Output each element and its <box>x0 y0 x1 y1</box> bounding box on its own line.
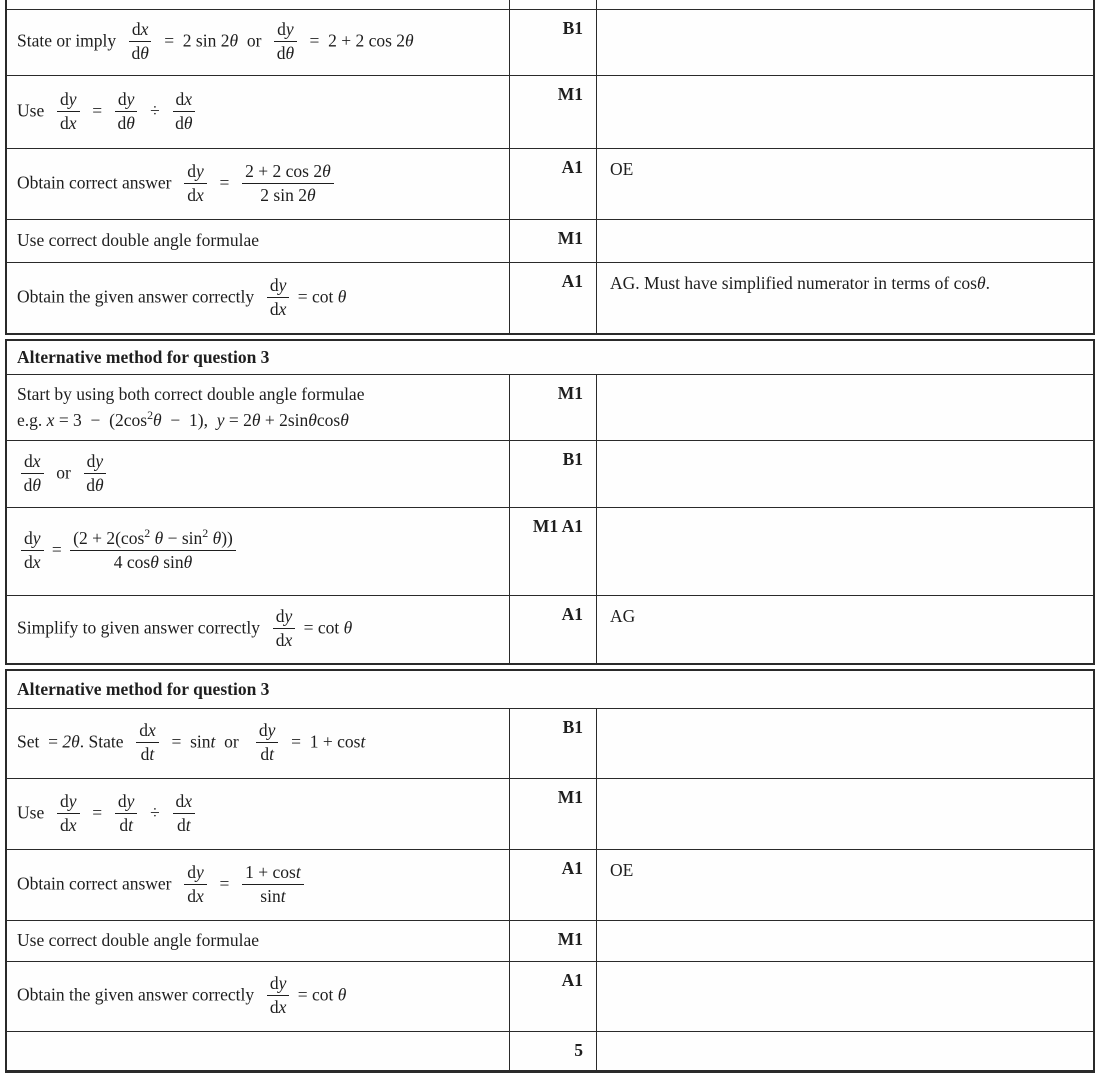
fraction: $\frac{(2 + 2(\cos^2 \theta - \sin^2 \theta))}{\text{4 cosθ sinθ}}$ <box>70 529 236 572</box>
comment-cell <box>596 149 1093 219</box>
description-text: Use $\frac{dy}{dx}$ = $\frac{dy}{dt}$ ÷ $\frac{dx}{dt}$ <box>17 793 199 836</box>
fraction: $\frac{dy}{d\theta}$ <box>274 20 297 63</box>
fraction: $\frac{dy}{dx}$ <box>57 792 80 835</box>
comment-cell <box>596 779 1093 849</box>
total-row <box>7 1031 1093 1070</box>
description-text: Start by using both correct double angle formulae e.g. $x = 3 - (2\cos^2\theta - 1)$, y = 2θ + 2sinθcosθ <box>17 384 365 430</box>
comment-cell <box>596 76 1093 148</box>
mark-cell <box>509 850 596 920</box>
comment-cell <box>596 0 1093 9</box>
mark-label: A1 <box>561 858 583 878</box>
comment-cell <box>596 508 1093 595</box>
fraction: $\frac{dx}{d\theta}$ <box>129 20 152 63</box>
mark-cell <box>509 596 596 663</box>
mark-label: M1 <box>557 383 583 403</box>
mark-label: A1 <box>561 970 583 990</box>
section-header-row <box>7 671 1093 708</box>
mark-cell <box>509 263 596 333</box>
comment-cell <box>596 921 1093 961</box>
description-text: Use correct double angle formulae <box>17 930 259 951</box>
comment-cell <box>596 220 1093 262</box>
table-row <box>7 961 1093 1031</box>
description-text: Obtain correct answer $\frac{dy}{dx}$ = $\frac{1 + \cos t}{\sin t}$ <box>17 864 308 907</box>
description-cell <box>7 76 509 148</box>
comment-cell <box>596 596 1093 663</box>
mark-cell <box>509 220 596 262</box>
mark-cell <box>509 0 596 9</box>
mark-label: M1 <box>557 228 583 248</box>
table-section <box>5 0 1095 335</box>
description-text: $\frac{dx}{d\theta}$ or $\frac{dy}{d\theta}$ <box>17 453 110 496</box>
table-row <box>7 219 1093 262</box>
description-text: $\frac{dy}{dx}$ = $\frac{(2 + 2(\cos^2 \theta - \sin^2 \theta))}{\text{4 cosθ sinθ}}$ <box>17 530 240 573</box>
table-row <box>7 374 1093 440</box>
fraction: $\frac{dy}{dx}$ <box>273 607 296 650</box>
mark-cell <box>509 10 596 75</box>
comment-cell <box>596 441 1093 507</box>
fraction: $\frac{dx}{dt}$ <box>173 792 196 835</box>
mark-cell <box>509 779 596 849</box>
section-header-row <box>7 341 1093 374</box>
table-row <box>7 849 1093 920</box>
fraction: $\frac{dy}{dx}$ <box>267 974 290 1017</box>
table-row-partial <box>7 0 1093 9</box>
fraction: $\frac{dy}{dx}$ <box>267 276 290 319</box>
fraction: $\frac{dy}{dx}$ <box>184 863 207 906</box>
table-row <box>7 262 1093 333</box>
description-cell <box>7 10 509 75</box>
description-text: Set = 2θ. State $\frac{dx}{dt}$ = sint or $\frac{dy}{dt}$ = 1 + cost <box>17 720 366 764</box>
description-cell <box>7 375 509 440</box>
mark-label: B1 <box>562 18 583 38</box>
comment-cell <box>596 1032 1093 1070</box>
comment-cell <box>596 10 1093 75</box>
table-row <box>7 507 1093 595</box>
table-row <box>7 595 1093 663</box>
mark-scheme-table <box>5 0 1095 1077</box>
mark-label: B1 <box>562 717 583 737</box>
description-cell <box>7 1032 509 1070</box>
comment-text: OE <box>610 860 634 880</box>
fraction: $\frac{dx}{d\theta}$ <box>21 452 44 495</box>
fraction: $\frac{dx}{d\theta}$ <box>173 90 196 133</box>
mark-label: M1 A1 <box>532 516 583 536</box>
description-text: Use correct double angle formulae <box>17 230 259 251</box>
fraction: $\frac{dy}{dx}$ <box>21 529 44 572</box>
section-header-label: Alternative method for question 3 <box>17 679 270 699</box>
mark-cell <box>509 375 596 440</box>
description-cell <box>7 709 509 778</box>
description-cell <box>7 596 509 663</box>
comment-cell <box>596 709 1093 778</box>
mark-label: M1 <box>557 787 583 807</box>
mark-label: M1 <box>557 929 583 949</box>
description-cell <box>7 921 509 961</box>
mark-cell <box>509 962 596 1031</box>
mark-label: M1 <box>557 84 583 104</box>
mark-label: A1 <box>561 157 583 177</box>
mark-cell <box>509 508 596 595</box>
description-text: Simplify to given answer correctly $\frac{dy}{dx}$ = cot θ <box>17 606 353 650</box>
fraction: $\frac{dy}{dx}$ <box>57 90 80 133</box>
table-row <box>7 440 1093 507</box>
table-row <box>7 708 1093 778</box>
table-row <box>7 75 1093 148</box>
description-cell <box>7 0 509 9</box>
description-cell <box>7 441 509 507</box>
description-text: Obtain the given answer correctly $\frac{dy}{dx}$ = cot θ <box>17 274 347 319</box>
description-cell <box>7 508 509 595</box>
fraction: $\frac{1 + \cos t}{\sin t}$ <box>242 863 304 906</box>
fraction: $\frac{dx}{dt}$ <box>136 721 159 764</box>
fraction: $\frac{dy}{dx}$ <box>184 162 207 205</box>
description-cell <box>7 263 509 333</box>
mark-cell <box>509 921 596 961</box>
mark-cell <box>509 441 596 507</box>
description-cell <box>7 850 509 920</box>
table-row <box>7 148 1093 219</box>
description-cell <box>7 220 509 262</box>
total-mark-label: 5 <box>574 1040 583 1060</box>
mark-label: A1 <box>561 271 583 291</box>
description-text: Obtain correct answer $\frac{dy}{dx}$ = $\frac{2 + 2 \cos 2\theta}{2 \sin 2\theta}$ <box>17 163 338 206</box>
table-row <box>7 920 1093 961</box>
description-cell <box>7 779 509 849</box>
table-section <box>5 669 1095 1073</box>
mark-label: A1 <box>561 604 583 624</box>
fraction: $\frac{dy}{dt}$ <box>115 792 138 835</box>
description-text: Obtain the given answer correctly $\frac{dy}{dx}$ = cot θ <box>17 973 347 1017</box>
comment-text: AG. Must have simplified numerator in terms of cosθ. <box>610 273 990 293</box>
table-row <box>7 9 1093 75</box>
mark-cell <box>509 709 596 778</box>
fraction: $\frac{dy}{d\theta}$ <box>84 452 107 495</box>
table-row <box>7 778 1093 849</box>
comment-text: AG <box>610 606 636 626</box>
description-text: Use $\frac{dy}{dx}$ = $\frac{dy}{d\theta}$ ÷ $\frac{dx}{d\theta}$ <box>17 91 199 134</box>
description-text: State or imply $\frac{dx}{d\theta}$ = 2 sin 2θ or $\frac{dy}{d\theta}$ = 2 + 2 cos 2θ <box>17 19 414 63</box>
comment-text: OE <box>610 159 634 179</box>
mark-cell <box>509 1032 596 1070</box>
table-section <box>5 339 1095 665</box>
comment-cell <box>596 962 1093 1031</box>
description-cell <box>7 149 509 219</box>
description-cell <box>7 962 509 1031</box>
section-header-label: Alternative method for question 3 <box>17 347 270 367</box>
comment-cell <box>596 375 1093 440</box>
mark-label: B1 <box>562 449 583 469</box>
fraction: $\frac{2 + 2 \cos 2\theta}{2 \sin 2\theta}$ <box>242 162 334 205</box>
mark-cell <box>509 76 596 148</box>
comment-cell <box>596 850 1093 920</box>
fraction: $\frac{dy}{d\theta}$ <box>115 90 138 133</box>
mark-cell <box>509 149 596 219</box>
fraction: $\frac{dy}{dt}$ <box>256 721 279 764</box>
comment-cell <box>596 263 1093 333</box>
